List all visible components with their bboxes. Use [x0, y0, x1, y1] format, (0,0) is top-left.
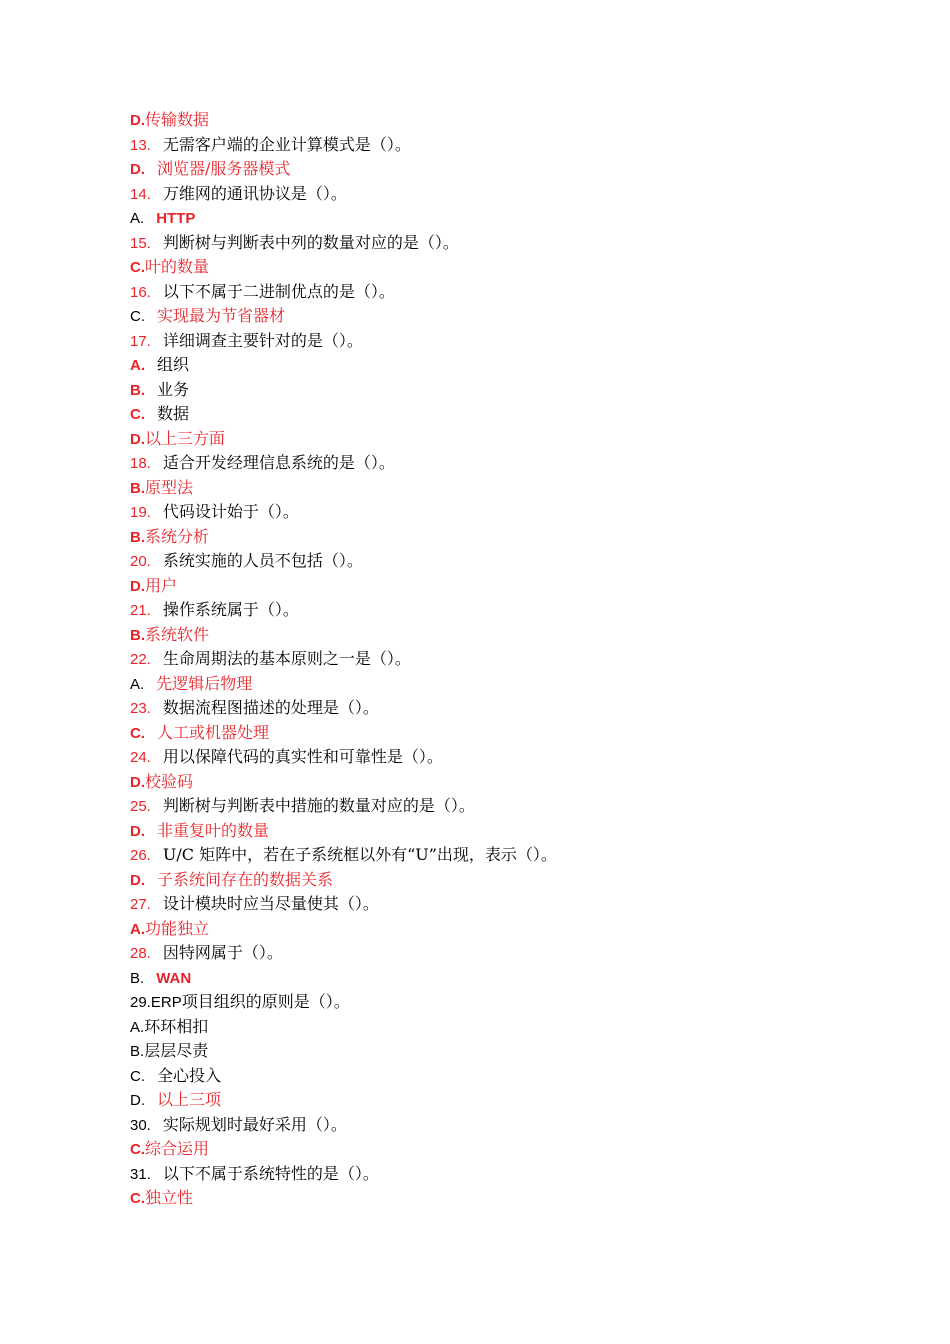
question-line: [130, 329, 830, 354]
answer-line: [130, 721, 830, 746]
item-text: 详细调查主要针对的是（）。: [162, 330, 363, 350]
answer-line: [130, 206, 830, 231]
question-line: [130, 647, 830, 672]
item-text: 操作系统属于（）。: [162, 600, 299, 619]
question-line: [130, 1113, 830, 1138]
answer-line: [130, 623, 830, 648]
item-text: 组织: [157, 355, 190, 374]
question-line: [130, 182, 830, 207]
answer-line: [130, 108, 830, 133]
answer-line: [130, 255, 830, 280]
question-line: [130, 451, 830, 476]
question-line: [130, 745, 830, 770]
item-text: 传输数据: [145, 110, 210, 129]
item-marker: B.: [130, 626, 145, 644]
question-line: [130, 500, 830, 525]
item-text: 系统实施的人员不包括（）。: [162, 551, 363, 570]
item-marker: D.: [130, 430, 145, 448]
item-marker: D.: [130, 112, 145, 129]
item-text: WAN: [156, 969, 192, 987]
item-marker: A.: [130, 675, 145, 693]
question-line: [130, 598, 830, 623]
item-text: 校验码: [145, 771, 194, 791]
item-text: 实现最为节省器材: [157, 306, 286, 325]
item-marker: C.: [130, 1067, 145, 1085]
item-text: 叶的数量: [145, 257, 210, 276]
answer-line: [130, 1186, 830, 1211]
item-marker: A.: [130, 357, 145, 374]
answer-line: [130, 1088, 830, 1113]
option-line: [130, 1064, 830, 1089]
item-text: 业务: [157, 379, 190, 399]
item-text: 适合开发经理信息系统的是（）。: [162, 453, 395, 472]
item-text: 综合运用: [145, 1139, 210, 1158]
item-text: 数据流程图描述的处理是（）。: [162, 698, 379, 717]
item-marker: A.: [130, 920, 145, 938]
item-marker: D.: [130, 822, 145, 840]
item-text: 系统软件: [145, 624, 210, 644]
item-marker: 31.: [130, 1165, 151, 1183]
answer-line: [130, 819, 830, 844]
item-marker: D.: [130, 773, 145, 791]
item-text: 万维网的通讯协议是（）。: [162, 183, 347, 203]
item-marker: C.: [130, 1190, 145, 1207]
item-text: 功能独立: [145, 918, 210, 938]
item-text: 层层尽责: [144, 1041, 209, 1060]
question-line: [130, 941, 830, 966]
option-line: [130, 353, 830, 378]
answer-line: [130, 304, 830, 329]
item-text: 浏览器/服务器模式: [157, 159, 291, 178]
option-line: [130, 378, 830, 403]
item-text: 判断树与判断表中措施的数量对应的是（）。: [162, 796, 475, 815]
answer-line: [130, 476, 830, 501]
item-marker: 30.: [130, 1116, 151, 1134]
question-line: [130, 696, 830, 721]
item-marker: 18.: [130, 455, 151, 472]
item-text: 以下不属于二进制优点的是（）。: [162, 281, 395, 301]
item-marker: 17.: [130, 332, 151, 350]
item-text: 数据: [157, 404, 190, 423]
question-line: [130, 133, 830, 158]
item-text: 代码设计始于（）。: [162, 502, 299, 521]
item-marker: 21.: [130, 602, 151, 619]
option-line: [130, 1039, 830, 1064]
item-marker: 25.: [130, 798, 151, 815]
question-line: [130, 794, 830, 819]
item-marker: C.: [130, 406, 145, 423]
item-text: 无需客户端的企业计算模式是（）。: [162, 134, 411, 154]
item-text: 以上三项: [157, 1090, 222, 1109]
item-text: 以上三方面: [145, 428, 226, 448]
item-text: 系统分析: [145, 526, 210, 546]
answer-line: [130, 966, 830, 991]
question-line: [130, 549, 830, 574]
item-marker: C.: [130, 259, 145, 276]
item-marker: A.: [130, 210, 145, 227]
item-text: 非重复叶的数量: [157, 820, 270, 840]
item-text: 环环相扣: [144, 1016, 209, 1036]
question-line: [130, 231, 830, 256]
item-marker: 24.: [130, 749, 151, 766]
item-text: 先逻辑后物理: [156, 673, 253, 693]
question-line: [130, 892, 830, 917]
question-line: [130, 280, 830, 305]
item-marker: 19.: [130, 504, 151, 521]
question-line: [130, 990, 830, 1015]
answer-line: [130, 770, 830, 795]
item-marker: 15.: [130, 234, 151, 252]
item-marker: D.: [130, 1092, 145, 1109]
option-line: [130, 402, 830, 427]
item-marker: B.: [130, 1043, 145, 1060]
item-text: 原型法: [145, 477, 194, 497]
item-marker: 29.ERP: [130, 994, 182, 1011]
item-text: 人工或机器处理: [157, 722, 270, 742]
item-marker: 27.: [130, 896, 151, 913]
item-marker: B.: [130, 969, 145, 987]
item-text: 以下不属于系统特性的是（）。: [162, 1163, 379, 1183]
item-marker: 23.: [130, 700, 151, 717]
item-marker: 28.: [130, 945, 151, 962]
item-marker: C.: [130, 1141, 145, 1158]
item-marker: D.: [130, 577, 145, 595]
item-marker: 13.: [130, 136, 151, 154]
item-text: 生命周期法的基本原则之一是（）。: [162, 649, 411, 668]
item-marker: B.: [130, 381, 145, 399]
answer-line: [130, 157, 830, 182]
question-line: [130, 843, 830, 868]
item-marker: 20.: [130, 553, 151, 570]
answer-line: [130, 427, 830, 452]
item-marker: D.: [130, 871, 145, 889]
answer-line: [130, 525, 830, 550]
item-text: 设计模块时应当尽量使其（）。: [162, 894, 379, 913]
item-text: 判断树与判断表中列的数量对应的是（）。: [162, 232, 459, 252]
item-text: 因特网属于（）。: [162, 943, 283, 962]
item-marker: 14.: [130, 185, 151, 203]
item-text: 用以保障代码的真实性和可靠性是（）。: [162, 747, 443, 766]
item-text: U/C 矩阵中，若在子系统框以外有“U”出现，表示（）。: [162, 845, 557, 864]
item-text: 实际规划时最好采用（）。: [162, 1114, 347, 1134]
answer-line: [130, 574, 830, 599]
item-marker: 26.: [130, 847, 151, 864]
item-text: 独立性: [145, 1188, 194, 1207]
item-text: 子系统间存在的数据关系: [157, 869, 334, 889]
question-line: [130, 1162, 830, 1187]
item-marker: B.: [130, 479, 145, 497]
answer-line: [130, 672, 830, 697]
answer-line: [130, 917, 830, 942]
option-line: [130, 1015, 830, 1040]
answer-line: [130, 1137, 830, 1162]
item-marker: 22.: [130, 651, 151, 668]
item-marker: D.: [130, 161, 145, 178]
answer-line: [130, 868, 830, 893]
item-marker: A.: [130, 1018, 145, 1036]
item-marker: 16.: [130, 283, 151, 301]
item-text: 全心投入: [157, 1065, 222, 1085]
item-text: HTTP: [156, 210, 196, 227]
question-list: [130, 108, 830, 1211]
item-marker: C.: [130, 724, 145, 742]
item-text: 项目组织的原则是（）。: [181, 992, 350, 1011]
item-text: 用户: [145, 575, 178, 595]
item-marker: B.: [130, 528, 145, 546]
item-marker: C.: [130, 308, 145, 325]
